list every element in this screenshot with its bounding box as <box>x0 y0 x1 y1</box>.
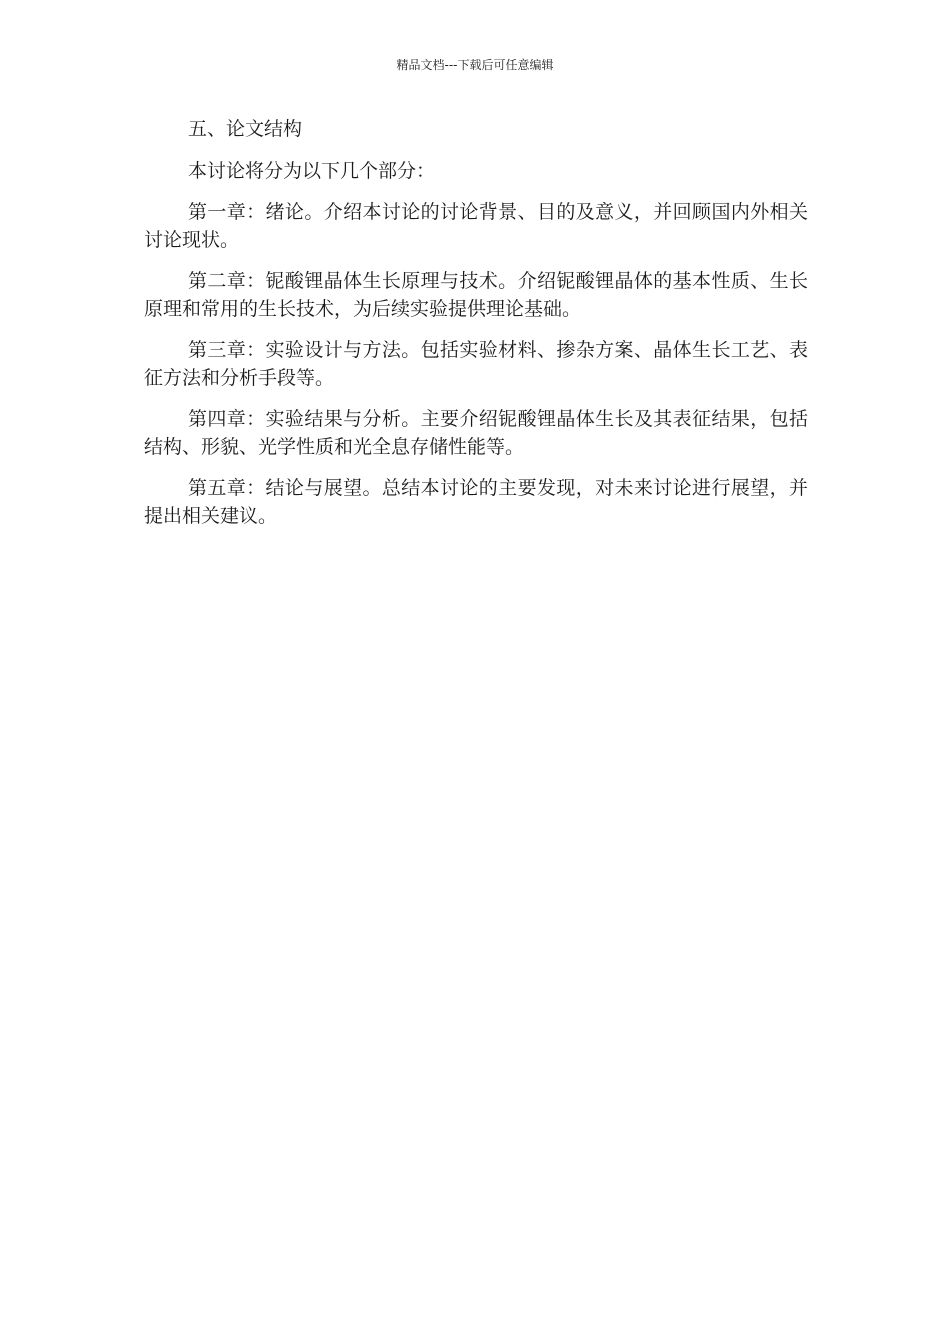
document-body <box>144 115 808 543</box>
paragraph-intro: 本讨论将分为以下几个部分： <box>188 160 436 182</box>
page-header: 精品文档---下载后可任意编辑 <box>396 58 554 72</box>
paragraph-chapter-2: 第二章：铌酸锂晶体生长原理与技术。介绍铌酸锂晶体的基本性质、生长原理和常用的生长技术，为后续实验提供理论基础。 <box>144 270 808 320</box>
paragraph-chapter-1: 第一章：绪论。介绍本讨论的讨论背景、目的及意义，并回顾国内外相关讨论现状。 <box>144 201 808 251</box>
paragraph-chapter-5: 第五章：结论与展望。总结本讨论的主要发现，对未来讨论进行展望，并提出相关建议。 <box>144 477 808 527</box>
section-title: 五、论文结构 <box>188 118 303 140</box>
paragraph-chapter-3: 第三章：实验设计与方法。包括实验材料、掺杂方案、晶体生长工艺、表征方法和分析手段等。 <box>144 339 808 389</box>
paragraph-chapter-4: 第四章：实验结果与分析。主要介绍铌酸锂晶体生长及其表征结果，包括结构、形貌、光学性质和光全息存储性能等。 <box>144 408 808 458</box>
